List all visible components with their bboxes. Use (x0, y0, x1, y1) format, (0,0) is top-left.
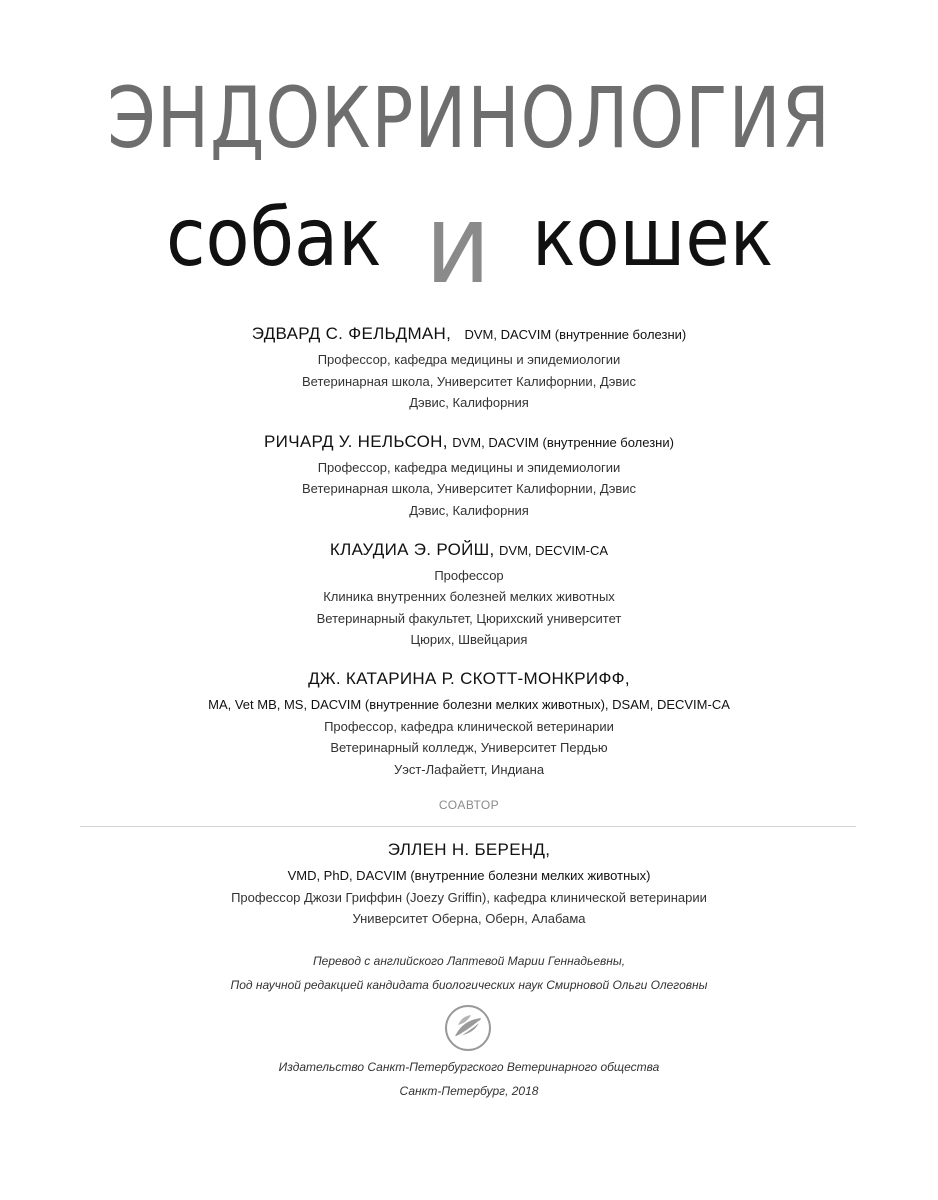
coauthor-credentials: VMD, PhD, DACVIM (внутренние болезни мелких животных) (287, 868, 651, 883)
author-credentials: DVM, DACVIM (внутренние болезни) (464, 327, 687, 342)
authors-list (0, 320, 938, 780)
author-name: ЭДВАРД С. ФЕЛЬДМАН, (251, 324, 452, 343)
author-credentials: MA, Vet MB, MS, DACVIM (внутренние болезни мелких животных), DSAM, DECVIM-CA (208, 696, 730, 712)
author-affiliation-line: Профессор, кафедра клинической ветеринарии (324, 718, 614, 734)
author-heading (0, 665, 938, 694)
author-credentials: DVM, DECVIM-CA (499, 542, 609, 558)
author-heading (0, 320, 938, 349)
coauthor-affiliation-line: Университет Оберна, Оберн, Алабама (352, 911, 586, 927)
author-heading (0, 428, 938, 457)
author-affiliation-line: Дэвис, Калифорния (409, 395, 529, 411)
book-subtitle (0, 180, 938, 310)
coauthor-name: ЭЛЛЕН Н. БЕРЕНД, (387, 840, 551, 859)
book-title: ЭНДОКРИНОЛОГИЯ (107, 69, 831, 167)
leaf-emblem-icon (443, 1003, 493, 1053)
author-name: ДЖ. КАТАРИНА Р. СКОТТ-МОНКРИФФ, (308, 668, 630, 688)
author-name: РИЧАРД У. НЕЛЬСОН, (264, 431, 448, 451)
author-affiliation-line: Профессор, кафедра медицины и эпидемиологии (317, 459, 621, 475)
coauthor-block (0, 836, 938, 930)
author-block (0, 665, 938, 780)
publisher-info (0, 1055, 938, 1103)
subtitle-and: и (425, 180, 491, 308)
divider (80, 826, 856, 827)
subtitle-cats: кошек (532, 191, 774, 284)
author-affiliation-line: Ветеринарная школа, Университет Калифорнии, Дэвис (301, 481, 637, 497)
translator-line: Перевод с английского Лаптевой Марии Геннадьевны, (312, 954, 626, 968)
coauthor-label: СОАВТОР (438, 798, 500, 812)
author-affiliation-line: Ветеринарная школа, Университет Калифорнии, Дэвис (301, 373, 637, 389)
publisher-place-year: Санкт-Петербург, 2018 (399, 1084, 539, 1098)
author-affiliation-line: Ветеринарный факультет, Цюрихский университет (316, 610, 622, 626)
publisher-name: Издательство Санкт-Петербургского Ветеринарного общества (278, 1060, 660, 1074)
author-block (0, 428, 938, 522)
editor-line: Под научной редакцией кандидата биологических наук Смирновой Ольги Олеговны (230, 978, 708, 992)
author-block (0, 536, 938, 651)
author-credentials: DVM, DACVIM (внутренние болезни) (452, 434, 674, 450)
author-affiliation-line: Профессор (434, 567, 504, 583)
author-affiliation-line: Цюрих, Швейцария (410, 632, 528, 648)
coauthor-affiliation-line: Профессор Джози Гриффин (Joezy Griffin), кафедра клинической ветеринарии (231, 889, 707, 905)
author-affiliation-line: Уэст-Лафайетт, Индиана (393, 761, 545, 777)
author-block (0, 320, 938, 414)
coauthor-heading (0, 836, 938, 865)
author-affiliation-line: Дэвис, Калифорния (409, 502, 529, 518)
author-affiliation-line: Ветеринарный колледж, Университет Пердью (330, 740, 608, 756)
author-name: КЛАУДИА Э. РОЙШ, (329, 539, 495, 559)
subtitle-dogs: собак (166, 191, 382, 284)
author-affiliation-line: Профессор, кафедра медицины и эпидемиологии (317, 352, 621, 367)
translation-credits (0, 949, 938, 997)
author-heading (0, 536, 938, 565)
author-affiliation-line: Клиника внутренних болезней мелких животных (323, 589, 615, 605)
